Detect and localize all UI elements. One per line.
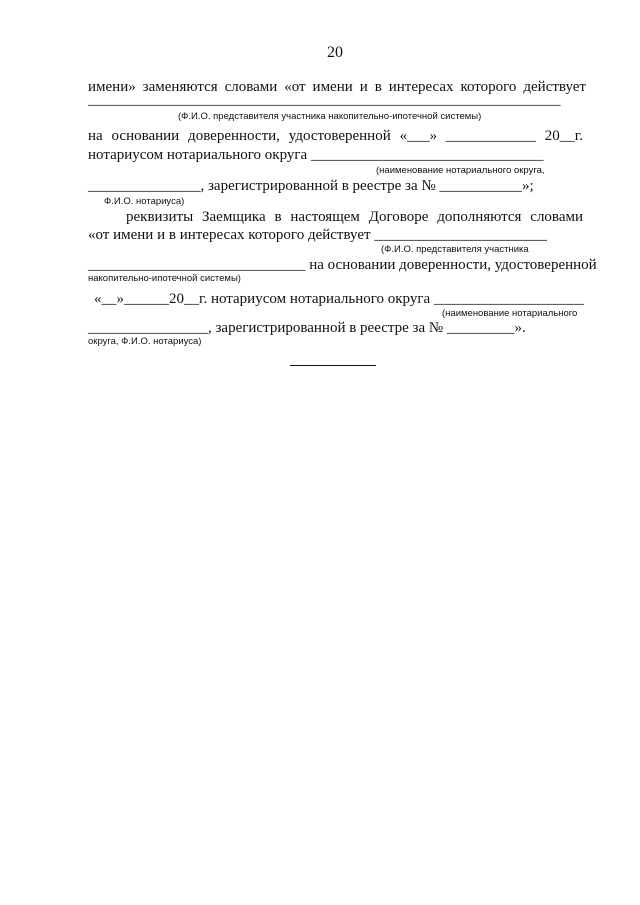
- blank-line: _______________________________________________________________: [88, 92, 561, 108]
- caption: (наименование нотариального: [442, 308, 578, 319]
- text-line: _____________________________ на основании доверенности, удостоверенной: [88, 257, 597, 273]
- page-number: 20: [327, 44, 343, 61]
- caption: округа, Ф.И.О. нотариуса): [88, 336, 202, 347]
- caption: Ф.И.О. нотариуса): [104, 196, 185, 207]
- caption: накопительно-ипотечной системы): [88, 273, 241, 284]
- text-line: на основании доверенности, удостоверенной «___» ____________ 20__г.: [88, 128, 583, 144]
- text-line: ________________, зарегистрированной в реестре за № _________».: [88, 320, 526, 336]
- text-line: _______________, зарегистрированной в реестре за № ___________»;: [88, 178, 534, 194]
- text-line: нотариусом нотариального округа _______________________________: [88, 147, 544, 163]
- end-rule: [290, 365, 376, 366]
- caption: (наименование нотариального округа,: [376, 165, 545, 176]
- text-line: имени» заменяются словами «от имени и в интересах которого действует: [88, 79, 586, 95]
- caption: (Ф.И.О. представителя участника: [381, 244, 529, 255]
- caption: (Ф.И.О. представителя участника накопительно-ипотечной системы): [178, 111, 482, 122]
- text-line: «от имени и в интересах которого действует _______________________: [88, 227, 547, 243]
- text-line: реквизиты Заемщика в настоящем Договоре дополняются словами: [126, 209, 583, 225]
- text-line: «__»______20__г. нотариусом нотариального округа ____________________: [94, 291, 584, 307]
